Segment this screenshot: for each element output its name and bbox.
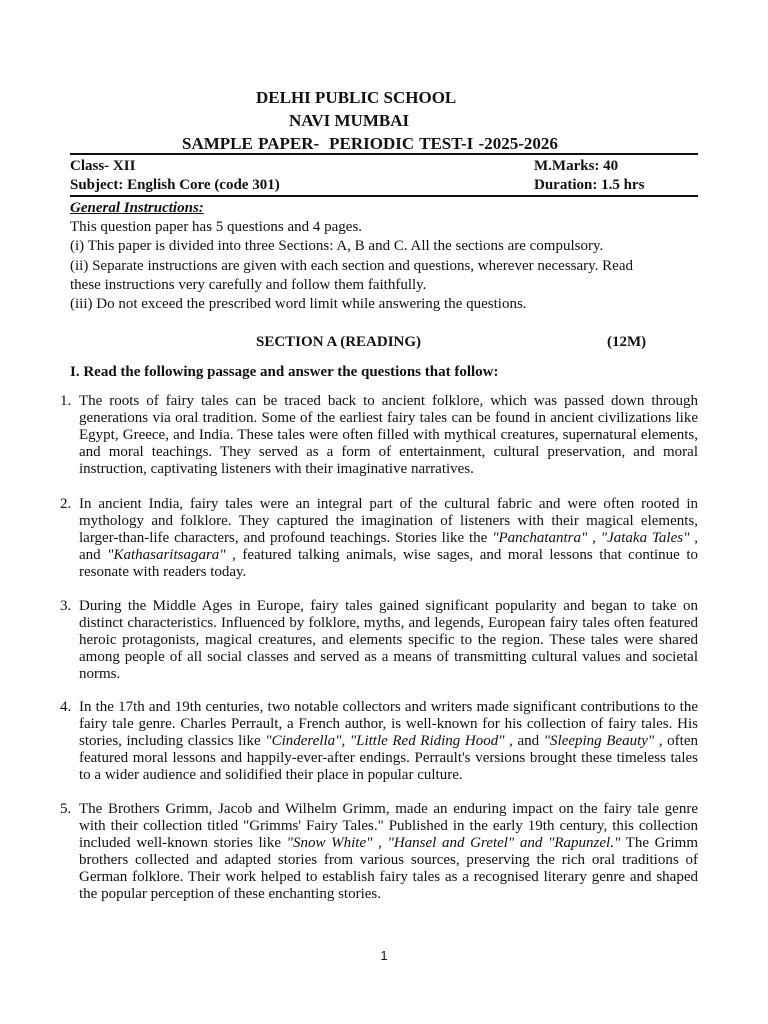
class-label: Class- XII: [70, 158, 136, 174]
school-name: DELHI PUBLIC SCHOOL: [256, 88, 457, 107]
passage-paragraph: [60, 801, 698, 903]
paragraph-number: 4.: [60, 699, 72, 715]
school-city: NAVI MUMBAI: [289, 111, 410, 130]
duration: Duration: 1.5 hrs: [534, 177, 645, 193]
section-title: SECTION A (READING): [256, 334, 422, 350]
story-title: "Cinderella": [265, 733, 342, 749]
story-title: "Jataka Tales": [600, 530, 690, 546]
story-title: "Snow White": [286, 835, 373, 851]
passage-paragraph: [60, 496, 698, 581]
section-marks: (12M): [607, 334, 647, 350]
passage-paragraph: [60, 393, 698, 478]
paper-title-part1: SAMPLE PAPER-: [182, 134, 320, 153]
story-title: "Hansel and Gretel" and "Rapunzel.": [387, 835, 621, 851]
header-divider-bottom: [70, 195, 698, 197]
passage-paragraph: [60, 699, 698, 784]
instruction-line: (ii) Separate instructions are given with each section and questions, wherever necessary. Read: [70, 258, 633, 274]
instruction-line: these instructions very carefully and follow them faithfully.: [70, 277, 427, 293]
instruction-line: This question paper has 5 questions and 4 pages.: [70, 219, 363, 235]
instruction-line: (iii) Do not exceed the prescribed word limit while answering the questions.: [70, 296, 527, 312]
paragraph-number: 2.: [60, 496, 72, 512]
subject-label: Subject: English Core (code 301): [70, 177, 280, 193]
max-marks: M.Marks: 40: [534, 158, 619, 174]
paragraph-text: In ancient India, fairy tales were an integral part of the cultural fabric and were often rooted in mythology and folklore. They captured the imagination of listeners with their magical elements, larger-than-life characters, and profound teachings. Stories like the "Panchatantra" , "Jataka Tales" , and "Kathasaritsagara" , featured talking animals, wise sages, and moral lessons that continue to resonate with readers today.: [79, 496, 698, 580]
passage-paragraph: [60, 598, 698, 683]
paragraph-number: 5.: [60, 801, 72, 817]
paragraph-number: 3.: [60, 598, 72, 614]
header-divider-top: [70, 153, 698, 155]
paragraph-number: 1.: [60, 393, 72, 409]
general-instructions-title: General Instructions:: [70, 200, 204, 216]
instruction-line: (i) This paper is divided into three Sections: A, B and C. All the sections are compulsory.: [70, 238, 604, 254]
page-number: 1: [380, 948, 388, 963]
question-heading: I. Read the following passage and answer the questions that follow:: [70, 364, 499, 380]
paragraph-text: The roots of fairy tales can be traced back to ancient folklore, which was passed down through generations via oral tradition. Some of the earliest fairy tales can be found in ancient civilizations like Egypt, Greece, and India. These tales were often filled with mythical creatures, supernatural elements, and moral teachings. They served as a form of entertainment, cultural preservation, and moral instruction, captivating listeners with their imaginative narratives.: [79, 393, 698, 477]
paragraph-text: In the 17th and 19th centuries, two notable collectors and writers made significant contributions to the fairy tale genre. Charles Perrault, a French author, is well-known for his collection of fairy tales. His stories, including classics like "Cinderella", "Little Red Riding Hood" , and "Sleeping Beauty" , often featured moral lessons and happily-ever-after endings. Perrault's versions brought these timeless tales to a wider audience and solidified their place in popular culture.: [79, 699, 698, 783]
story-title: "Little Red Riding Hood": [349, 733, 505, 749]
paper-title-part2: PERIODIC TEST-I -2025-2026: [329, 134, 558, 153]
paragraph-text: During the Middle Ages in Europe, fairy tales gained significant popularity and began to take on distinct characteristics. Influenced by folklore, myths, and legends, European fairy tales often featured heroic protagonists, magical creatures, and elements specific to the region. These tales were shared among people of all social classes and served as a means of transmitting cultural values and societal norms.: [79, 598, 698, 682]
paragraph-text: The Brothers Grimm, Jacob and Wilhelm Grimm, made an enduring impact on the fairy tale genre with their collection titled "Grimms' Fairy Tales." Published in the early 19th century, this collection included well-known stories like "Snow White" , "Hansel and Gretel" and "Rapunzel." The Grimm brothers collected and adapted stories from various sources, preserving the rich oral traditions of German folklore. Their work helped to establish fairy tales as a recognised literary genre and shaped the popular perception of these enchanting stories.: [79, 801, 698, 902]
story-title: "Panchatantra": [492, 530, 588, 546]
paper-title: [182, 134, 558, 154]
story-title: "Kathasaritsagara": [107, 547, 226, 563]
story-title: "Sleeping Beauty": [543, 733, 655, 749]
